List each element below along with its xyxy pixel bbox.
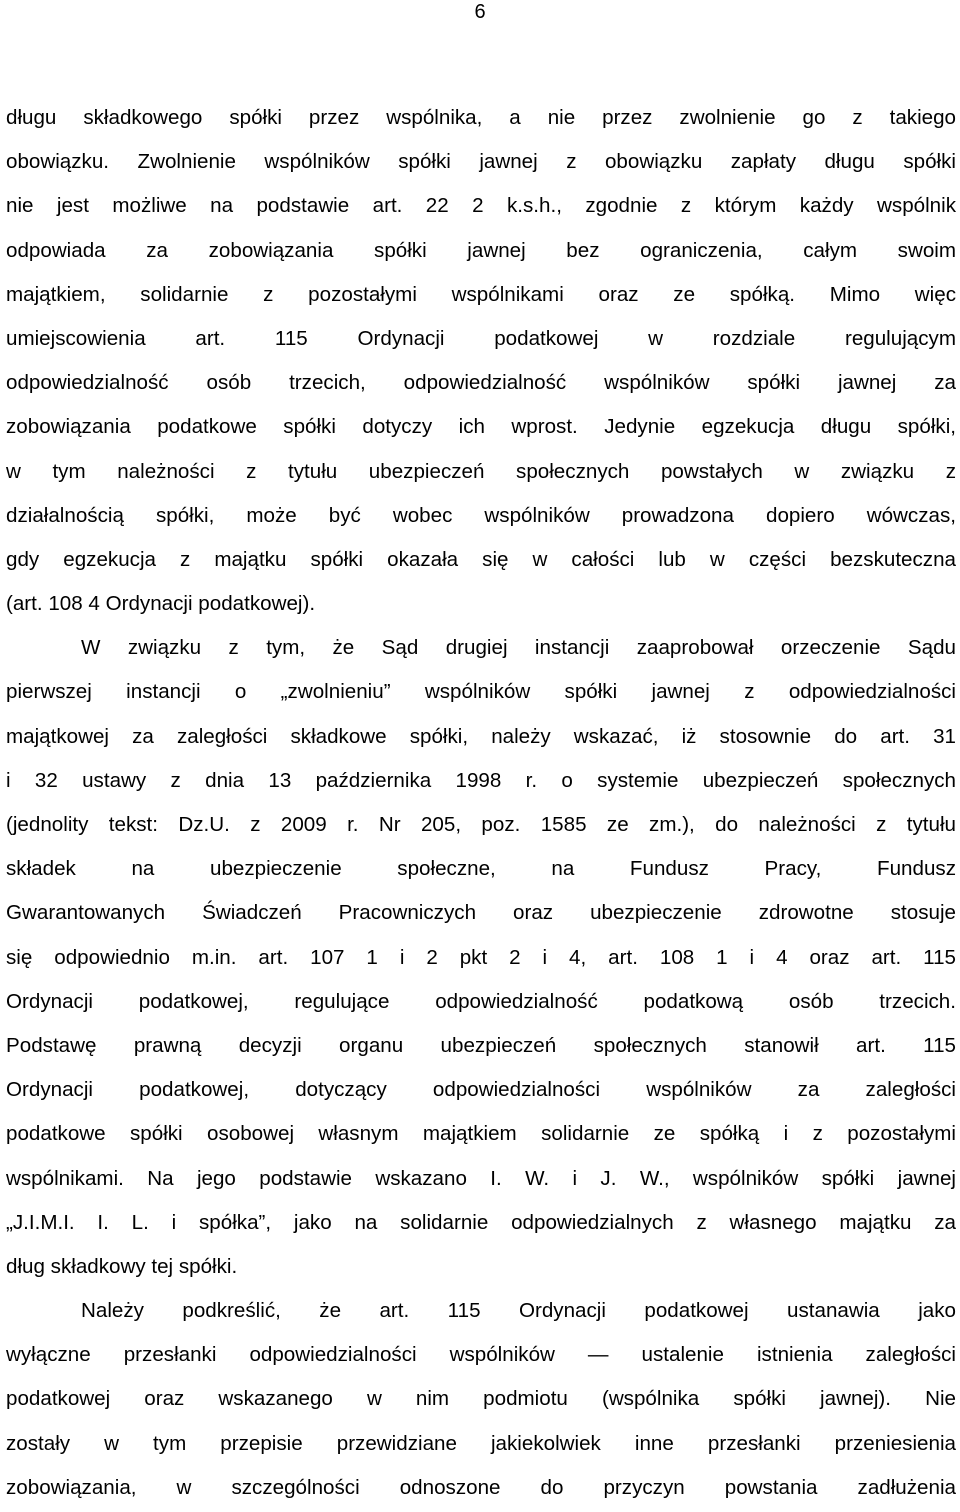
text-line: majątkiem, solidarnie z pozostałymi wspólnikami oraz ze spółką. Mimo więc	[6, 282, 956, 306]
text-line: zostały w tym przepisie przewidziane jakiekolwiek inne przesłanki przeniesienia	[6, 1431, 956, 1455]
text-line: gdy egzekucja z majątku spółki okazała się w całości lub w części bezskuteczna	[6, 547, 956, 571]
page-number: 6	[474, 1, 486, 23]
text-line: W związku z tym, że Sąd drugiej instancji zaaprobował orzeczenie Sądu	[81, 636, 956, 660]
text-line: Gwarantowanych Świadczeń Pracowniczych oraz ubezpieczenie zdrowotne stosuje	[6, 901, 956, 925]
text-line: odpowiada za zobowiązania spółki jawnej bez ograniczenia, całym swoim	[6, 238, 956, 262]
text-line: odpowiedzialność osób trzecich, odpowiedzialność wspólników spółki jawnej za	[6, 371, 956, 395]
text-line: Ordynacji podatkowej, regulujące odpowiedzialność podatkową osób trzecich.	[6, 989, 956, 1013]
body-text	[6, 96, 956, 1510]
text-line: w tym należności z tytułu ubezpieczeń społecznych powstałych w związku z	[6, 459, 956, 483]
text-line: umiejscowienia art. 115 Ordynacji podatkowej w rozdziale regulującym	[6, 326, 956, 350]
text-line: zobowiązania podatkowe spółki dotyczy ich wprost. Jedynie egzekucja długu spółki,	[6, 415, 956, 439]
text-line: działalnością spółki, może być wobec wspólników prowadzona dopiero wówczas,	[6, 503, 956, 527]
text-line: Ordynacji podatkowej, dotyczący odpowiedzialności wspólników za zaległości	[6, 1078, 956, 1102]
text-line: podatkowej oraz wskazanego w nim podmiotu (wspólnika spółki jawnej). Nie	[6, 1387, 956, 1411]
text-line: pierwszej instancji o „zwolnieniu” wspólników spółki jawnej z odpowiedzialności	[6, 680, 956, 704]
text-line: nie jest możliwe na podstawie art. 22 2 k.s.h., zgodnie z którym każdy wspólnik	[6, 194, 956, 218]
text-line: (art. 108 4 Ordynacji podatkowej).	[6, 592, 316, 616]
text-line: „J.I.M.I. I. L. i spółka”, jako na solidarnie odpowiedzialnych z własnego majątku za	[6, 1210, 956, 1234]
text-line: Należy podkreślić, że art. 115 Ordynacji podatkowej ustanawia jako	[81, 1299, 956, 1323]
text-line: majątkowej za zaległości składkowe spółki, należy wskazać, iż stosownie do art. 31	[6, 724, 956, 748]
text-line: długu składkowego spółki przez wspólnika, a nie przez zwolnienie go z takiego	[6, 106, 956, 129]
text-line: podatkowe spółki osobowej własnym majątkiem solidarnie ze spółką i z pozostałymi	[6, 1122, 956, 1146]
text-line: się odpowiednio m.in. art. 107 1 i 2 pkt 2 i 4, art. 108 1 i 4 oraz art. 115	[6, 945, 956, 969]
text-line: składek na ubezpieczenie społeczne, na Fundusz Pracy, Fundusz	[6, 857, 956, 881]
text-line: dług składkowy tej spółki.	[6, 1254, 238, 1278]
text-line: zobowiązania, w szczególności odnoszone do przyczyn powstania zadłużenia	[6, 1475, 956, 1499]
text-line: Podstawę prawną decyzji organu ubezpieczeń społecznych stanowił art. 115	[6, 1033, 956, 1057]
text-line: i 32 ustawy z dnia 13 października 1998 r. o systemie ubezpieczeń społecznych	[6, 768, 956, 792]
text-line: (jednolity tekst: Dz.U. z 2009 r. Nr 205, poz. 1585 ze zm.), do należności z tytułu	[6, 813, 956, 836]
text-line: obowiązku. Zwolnienie wspólników spółki jawnej z obowiązku zapłaty długu spółki	[6, 150, 956, 174]
text-line: wyłączne przesłanki odpowiedzialności wspólników — ustalenie istnienia zaległości	[6, 1343, 956, 1367]
text-line: wspólnikami. Na jego podstawie wskazano I. W. i J. W., wspólników spółki jawnej	[6, 1166, 956, 1190]
